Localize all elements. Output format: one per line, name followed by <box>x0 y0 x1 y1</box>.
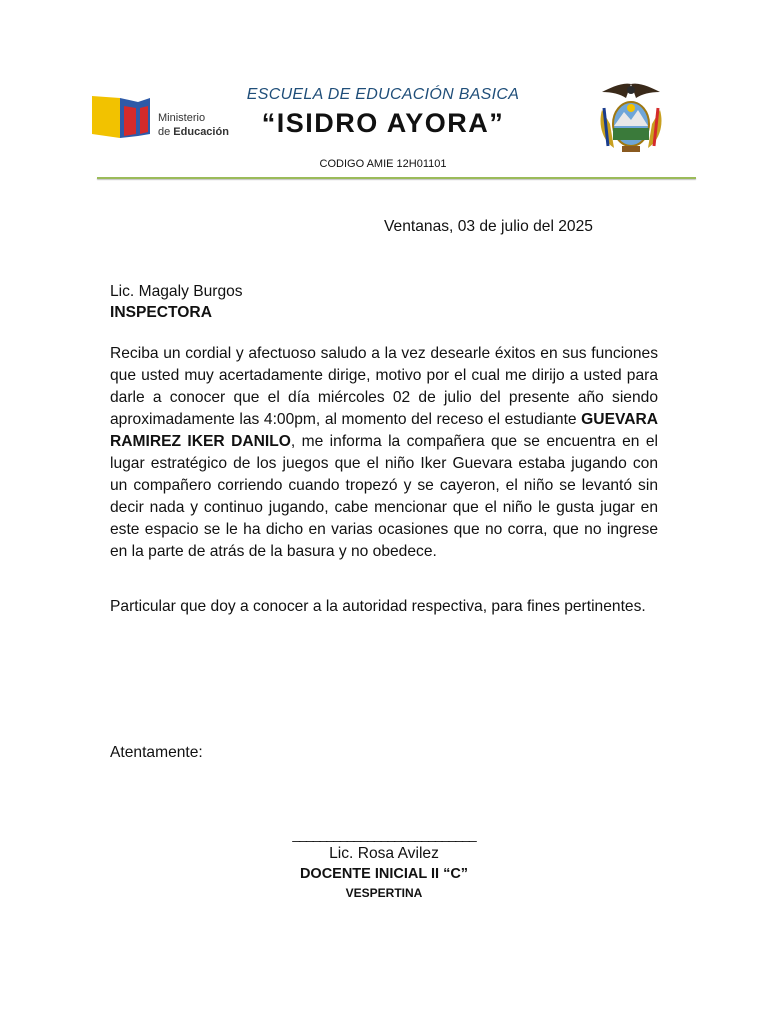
school-name: “ISIDRO AYORA” <box>261 108 505 138</box>
recipient-role: INSPECTORA <box>110 304 212 321</box>
school-type-line: ESCUELA DE EDUCACIÓN BASICA <box>246 86 520 103</box>
ministry-line1: Ministerio <box>158 112 206 124</box>
closing: Atentamente: <box>110 744 203 761</box>
body-paragraph-2: Particular que doy a conocer a la autoridad respectiva, para fines pertinentes. <box>110 598 646 615</box>
ecuador-coat-of-arms-icon <box>596 80 666 156</box>
header-divider <box>97 177 696 179</box>
ministry-line2: de Educación <box>158 126 229 138</box>
signer-shift: VESPERTINA <box>345 886 423 900</box>
body-paragraph-1: Reciba un cordial y afectuoso saludo a la vez desearle éxitos en sus funciones que usted muy acertadamente dirige, motivo por el cual me dirijo a usted para darle a conocer que el día miércoles 02 de julio del presente año siendo aproximadamente las 4:00pm, al momento del receso el estudiante GUEVARA RAMIREZ IKER DANILO, me informa la compañera que se encuentra en el lugar estratégico de los juegos que el niño Iker Guevara estaba jugando con un compañero corriendo cuando tropezó y se cayeron, el niño se levantó sin decir nada y continuo jugando, cabe mencionar que el niño le gusta jugar en este espacio se le ha dicho en varias ocasiones que no corra, que no ingrese en la parte de atrás de la basura y no obedece. <box>110 345 658 560</box>
signature-line: ___________________________ <box>292 826 476 842</box>
signer-role: DOCENTE INICIAL II “C” <box>299 866 469 882</box>
amie-code: CODIGO AMIE 12H01101 <box>319 158 447 170</box>
date-line: Ventanas, 03 de julio del 2025 <box>384 218 593 235</box>
signer-name: Lic. Rosa Avilez <box>329 845 439 862</box>
student-name: GUEVARA RAMIREZ IKER DANILO <box>110 411 658 450</box>
recipient-name: Lic. Magaly Burgos <box>110 283 243 300</box>
